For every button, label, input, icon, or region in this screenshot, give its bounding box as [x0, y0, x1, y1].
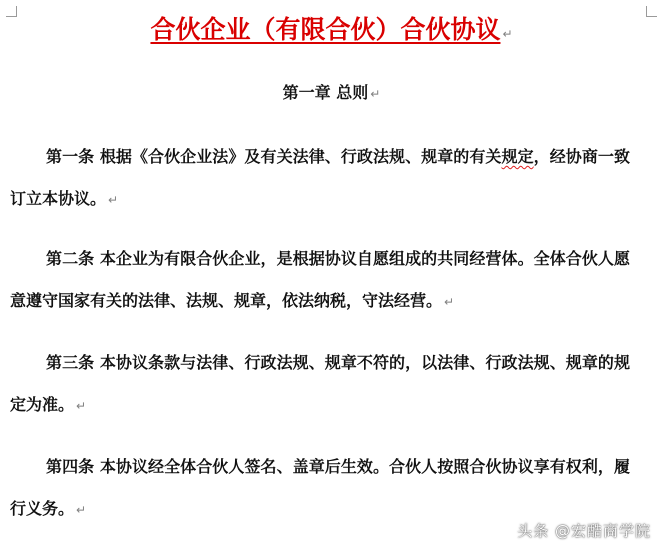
article-text: 本协议经全体合伙人签名、盖章后生效。合伙人按照合伙协议享有权利，履行义务。	[10, 457, 630, 518]
chapter-heading[interactable]	[0, 80, 663, 107]
document-title-text: 合伙企业（有限合伙）合伙协议	[150, 15, 501, 44]
article-text: 根据《合伙企业法》及有关法律、行政法规、规章的有关	[94, 147, 502, 166]
article-label: 第三条	[46, 353, 95, 372]
paragraph-mark-icon: ↵	[502, 27, 513, 41]
article-label: 第四条	[46, 457, 95, 476]
watermark: 头条 @宏酷商学院	[517, 522, 651, 540]
article-text: 本协议条款与法律、行政法规、规章不符的，以法律、行政法规、规章的规定为准。	[10, 353, 630, 414]
paragraph-mark-icon: ↵	[76, 503, 87, 517]
article-1[interactable]	[10, 136, 630, 221]
paragraph-mark-icon: ↵	[444, 295, 455, 309]
paragraph-mark-icon: ↵	[108, 193, 119, 207]
chapter-heading-text: 第一章 总则	[282, 83, 369, 102]
article-text-continued: ，经协商一致订立本协议。	[10, 147, 630, 208]
document-title[interactable]	[0, 10, 663, 54]
article-3[interactable]	[10, 342, 630, 427]
article-label: 第二条	[46, 249, 95, 268]
article-4[interactable]	[10, 446, 630, 531]
article-2[interactable]	[10, 238, 630, 323]
paragraph-mark-icon: ↵	[370, 87, 381, 101]
paragraph-mark-icon: ↵	[76, 399, 87, 413]
article-text: 本企业为有限合伙企业，是根据协议自愿组成的共同经营体。全体合伙人愿意遵守国家有关的法律、法规、规章，依法纳税，守法经营。	[10, 249, 630, 310]
article-label: 第一条	[46, 147, 95, 166]
spellcheck-marked-word[interactable]: 规定	[501, 147, 534, 166]
